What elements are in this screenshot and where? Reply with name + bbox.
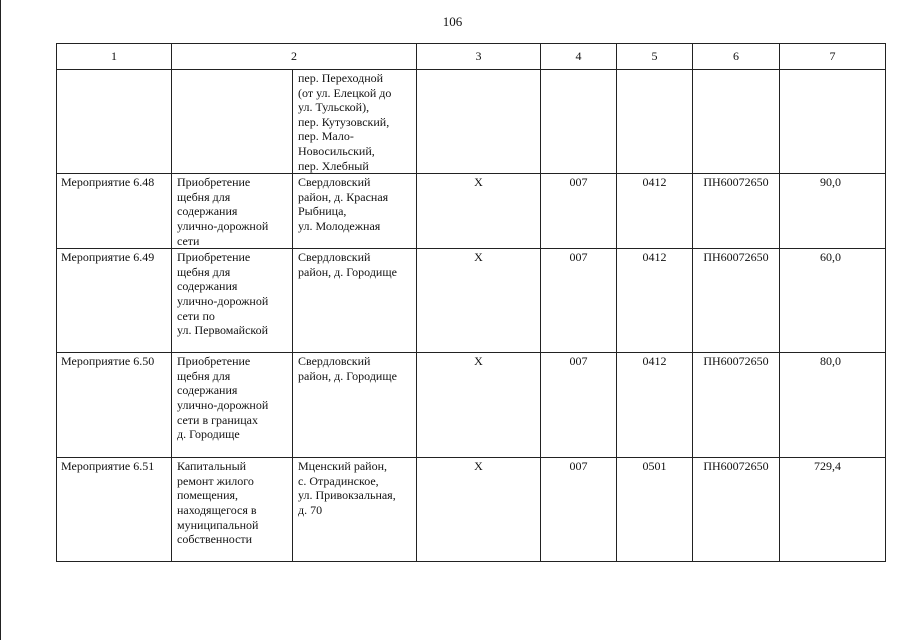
header-row [57, 44, 886, 70]
description-cell: Приобретение щебня для содержания улично-дорожной сети [172, 174, 293, 249]
col7-cell: 60,0 [780, 249, 886, 353]
col7-cell: 90,0 [780, 174, 886, 249]
measure-cell: Мероприятие 6.49 [57, 249, 172, 353]
measure-cell: Мероприятие 6.48 [57, 174, 172, 249]
location-cell: Свердловский район, д. Городище [293, 353, 417, 458]
location-cell: Свердловский район, д. Городище [293, 249, 417, 353]
table-row [57, 70, 886, 174]
budget-measures-table [56, 43, 886, 562]
description-cell: Приобретение щебня для содержания улично-дорожной сети в границах д. Городище [172, 353, 293, 458]
table-row [57, 353, 886, 458]
col5-cell [617, 70, 693, 174]
measure-cell: Мероприятие 6.51 [57, 458, 172, 562]
header-col-2: 2 [172, 44, 417, 70]
measure-cell: Мероприятие 6.50 [57, 353, 172, 458]
header-col-4: 4 [541, 44, 617, 70]
header-col-1: 1 [57, 44, 172, 70]
col4-cell: 007 [541, 353, 617, 458]
col7-cell [780, 70, 886, 174]
description-cell: Приобретение щебня для содержания улично-дорожной сети по ул. Первомайской [172, 249, 293, 353]
col6-cell [693, 70, 780, 174]
description-cell: Капитальный ремонт жилого помещения, находящегося в муниципальной собственности [172, 458, 293, 562]
col5-cell: 0412 [617, 249, 693, 353]
location-cell: Мценский район, с. Отрадинское, ул. Привокзальная, д. 70 [293, 458, 417, 562]
table-row [57, 458, 886, 562]
col7-cell: 729,4 [780, 458, 886, 562]
col4-cell: 007 [541, 249, 617, 353]
col3-cell: Х [417, 249, 541, 353]
col3-cell [417, 70, 541, 174]
col6-cell: ПН60072650 [693, 353, 780, 458]
location-cell: Свердловский район, д. Красная Рыбница, ул. Молодежная [293, 174, 417, 249]
col7-cell: 80,0 [780, 353, 886, 458]
location-cell: пер. Переходной (от ул. Елецкой до ул. Тульской), пер. Кутузовский, пер. Мало- Новосильский, пер. Хлебный [293, 70, 417, 174]
header-col-5: 5 [617, 44, 693, 70]
scan-edge-line [0, 0, 1, 640]
col4-cell: 007 [541, 174, 617, 249]
col5-cell: 0412 [617, 353, 693, 458]
col4-cell: 007 [541, 458, 617, 562]
col3-cell: Х [417, 353, 541, 458]
col5-cell: 0412 [617, 174, 693, 249]
col4-cell [541, 70, 617, 174]
header-col-6: 6 [693, 44, 780, 70]
measure-cell [57, 70, 172, 174]
table-row [57, 249, 886, 353]
page-number: 106 [442, 14, 463, 29]
col5-cell: 0501 [617, 458, 693, 562]
col3-cell: Х [417, 174, 541, 249]
header-col-3: 3 [417, 44, 541, 70]
col6-cell: ПН60072650 [693, 458, 780, 562]
col3-cell: Х [417, 458, 541, 562]
table-row [57, 174, 886, 249]
col6-cell: ПН60072650 [693, 249, 780, 353]
description-cell [172, 70, 293, 174]
header-col-7: 7 [780, 44, 886, 70]
col6-cell: ПН60072650 [693, 174, 780, 249]
